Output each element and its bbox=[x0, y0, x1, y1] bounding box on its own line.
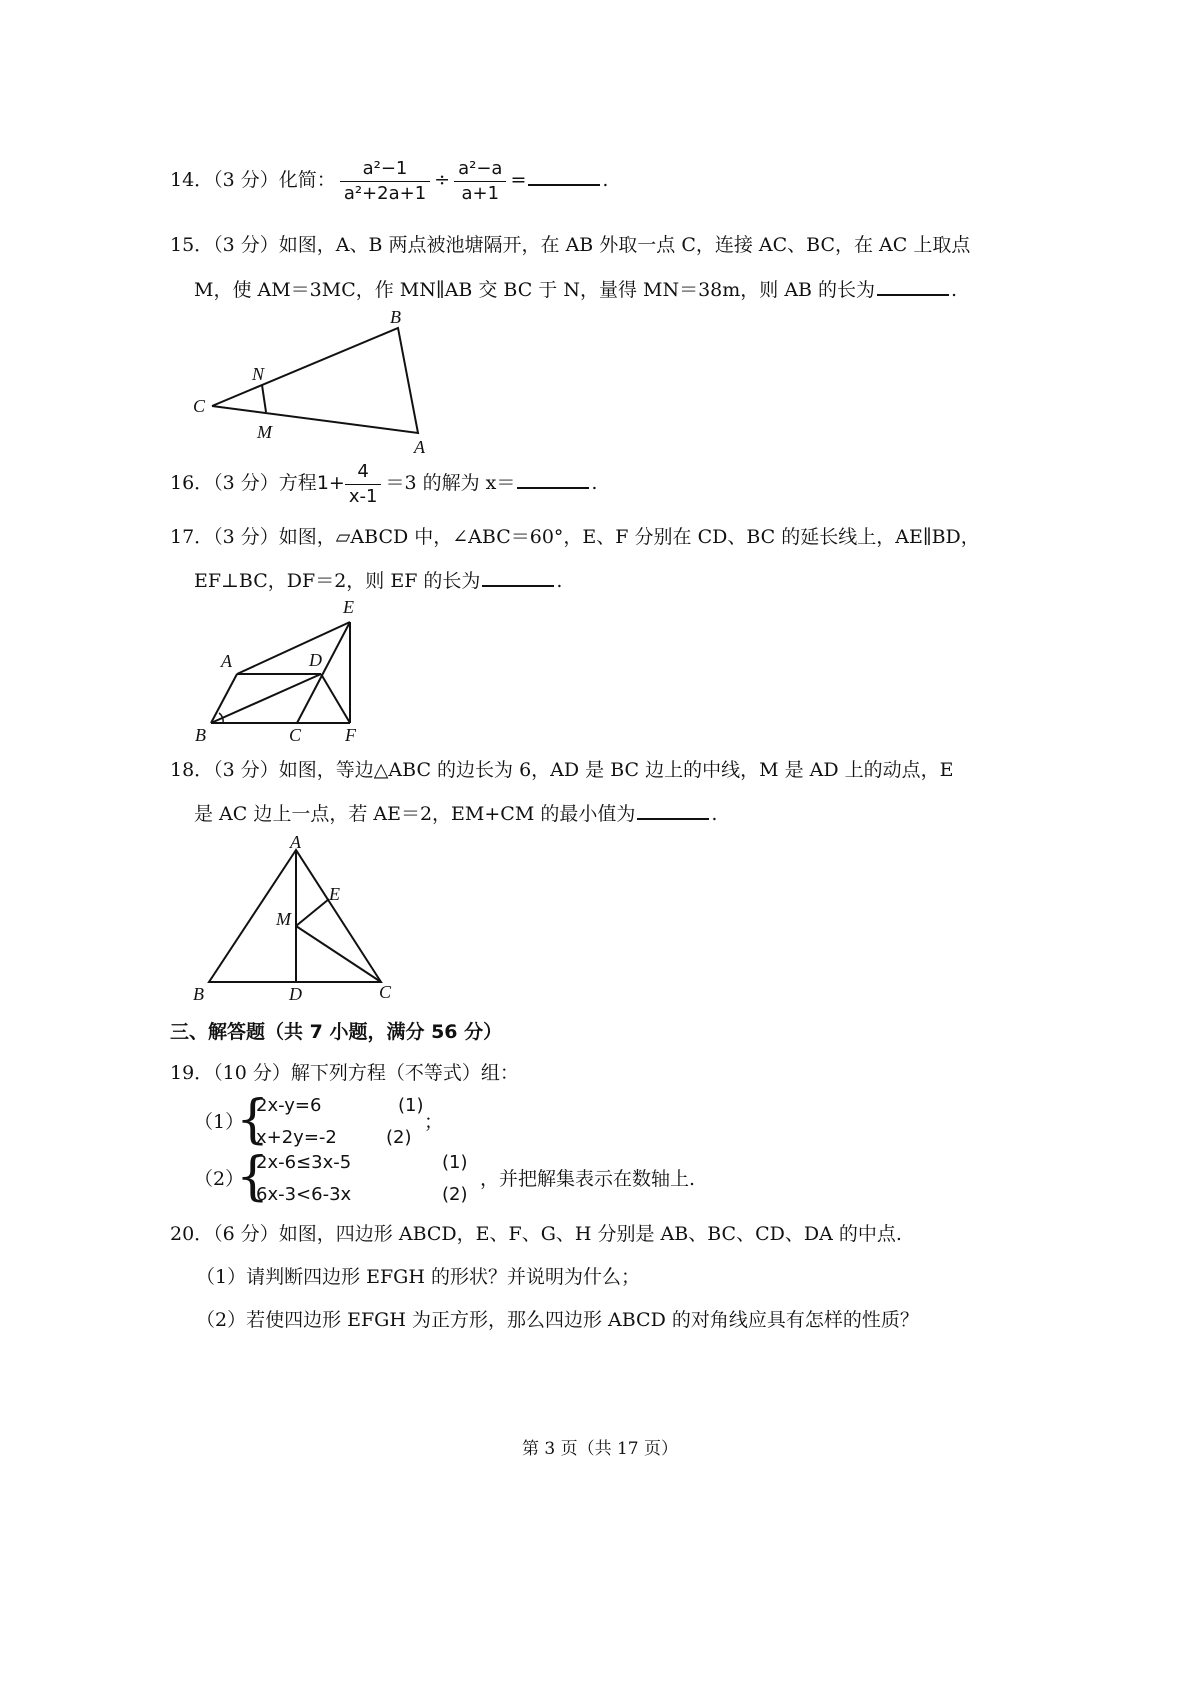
q14-equals: = bbox=[510, 169, 527, 191]
q17-label-B: B bbox=[195, 725, 206, 745]
q18-label-B: B bbox=[193, 984, 204, 1004]
q14-frac2-denominator: a+1 bbox=[454, 181, 506, 206]
q18-line-1: 18．（3 分）如图，等边△ABC 的边长为 6，AD 是 BC 边上的中线，M 是 AD 上的动点，E bbox=[170, 759, 954, 781]
q16-fraction bbox=[345, 460, 382, 509]
q17-label-F: F bbox=[345, 725, 356, 745]
q14-frac1-numerator: a²−1 bbox=[362, 157, 408, 179]
q17-label-C: C bbox=[289, 725, 302, 745]
q15-segment-MN bbox=[262, 385, 266, 412]
q19-part1-label: （1） bbox=[194, 1111, 245, 1133]
q15-label-A: A bbox=[414, 437, 425, 455]
q17-segment-AB bbox=[211, 674, 237, 723]
q17-label-A: A bbox=[221, 651, 232, 671]
q14-prefix: 14．（3 分）化简： bbox=[170, 169, 336, 191]
q16-numerator: 4 bbox=[357, 460, 369, 482]
q18-segment-ME bbox=[296, 899, 329, 926]
q17-segment-AE bbox=[237, 622, 350, 674]
q17-line-2 bbox=[194, 567, 562, 594]
q18-segment-MC bbox=[296, 926, 381, 982]
q14-fraction-2 bbox=[454, 157, 506, 206]
q17-label-E: E bbox=[343, 597, 354, 617]
q15-line-2 bbox=[194, 276, 957, 303]
q15-line-1: 15．（3 分）如图，A、B 两点被池塘隔开，在 AB 外取一点 C，连接 AC、BC，在 AC 上取点 bbox=[170, 234, 971, 256]
page-footer: 第 3 页（共 17 页） bbox=[521, 1439, 679, 1459]
q18-label-C: C bbox=[379, 982, 392, 1002]
section-3-heading: 三、解答题（共 7 小题，满分 56 分） bbox=[170, 1021, 503, 1043]
q19-part2-ineq1-tag: (1) bbox=[442, 1152, 468, 1173]
q16-answer-blank bbox=[517, 469, 589, 489]
q15-triangle bbox=[212, 328, 418, 433]
q20-sub-1: （1）请判断四边形 EFGH 的形状？并说明为什么； bbox=[196, 1266, 640, 1288]
q19-part2-ineq2: 6x-3<6-3x bbox=[256, 1184, 352, 1205]
q16-end: . bbox=[591, 472, 598, 494]
q20-line-1: 20．（6 分）如图，四边形 ABCD，E、F、G、H 分别是 AB、BC、CD、DA 的中点. bbox=[170, 1223, 902, 1245]
q16-prefix: 16．（3 分）方程 bbox=[170, 472, 317, 494]
q19-line-1: 19．（10 分）解下列方程（不等式）组： bbox=[170, 1062, 519, 1084]
q14-frac1-denominator: a²+2a+1 bbox=[340, 181, 430, 206]
q19-part1-eq1: 2x-y=6 bbox=[256, 1095, 322, 1116]
q15-figure bbox=[185, 305, 445, 455]
q14-end: . bbox=[602, 169, 609, 191]
q16-denominator: x-1 bbox=[345, 484, 382, 509]
q16-suffix: ＝3 的解为 x＝ bbox=[385, 472, 516, 494]
q19-part2-label: （2） bbox=[194, 1168, 245, 1190]
q17-line-1: 17．（3 分）如图，▱ABCD 中，∠ABC＝60°，E、F 分别在 CD、BC 的延长线上，AE∥BD， bbox=[170, 526, 980, 548]
q18-label-E: E bbox=[329, 884, 340, 904]
q18-label-D: D bbox=[289, 984, 302, 1004]
q14-frac2-numerator: a²−a bbox=[458, 157, 503, 179]
q14-divide-sign: ÷ bbox=[434, 169, 451, 191]
q15-answer-blank bbox=[877, 276, 949, 296]
q19-part2-ineq1: 2x-6≤3x-5 bbox=[256, 1152, 352, 1173]
q19-part2-ineq2-tag: (2) bbox=[442, 1184, 468, 1205]
q17-segment-DF bbox=[321, 674, 350, 723]
q18-line-2 bbox=[194, 800, 717, 827]
q15-label-C: C bbox=[193, 396, 206, 416]
q19-part1-eq2-tag: (2) bbox=[386, 1127, 412, 1148]
q16 bbox=[170, 455, 597, 511]
q20-sub-2: （2）若使四边形 EFGH 为正方形，那么四边形 ABCD 的对角线应具有怎样的性质？ bbox=[196, 1309, 919, 1331]
q17-label-D: D bbox=[309, 650, 322, 670]
q19-part1-end: ； bbox=[424, 1111, 444, 1133]
q15-label-M: M bbox=[257, 422, 272, 442]
q19-part2-brace: { bbox=[236, 1147, 270, 1207]
q15-label-B: B bbox=[390, 307, 401, 327]
q18-line-2-text: 是 AC 边上一点，若 AE＝2，EM+CM 的最小值为 bbox=[194, 803, 636, 825]
q14 bbox=[170, 150, 608, 210]
q17-line-2-text: EF⊥BC，DF＝2，则 EF 的长为 bbox=[194, 570, 481, 592]
q18-figure bbox=[185, 830, 415, 1005]
q18-answer-blank bbox=[637, 800, 709, 820]
q17-answer-blank bbox=[482, 567, 554, 587]
q17-end: . bbox=[556, 570, 563, 592]
q16-one-plus: 1+ bbox=[316, 472, 345, 494]
q17-figure bbox=[185, 595, 375, 745]
q19-part2-end: ，并把解集表示在数轴上. bbox=[480, 1168, 696, 1190]
q14-answer-blank bbox=[528, 166, 600, 186]
q17-segment-BD bbox=[211, 674, 321, 723]
q18-label-M: M bbox=[276, 909, 291, 929]
q15-line-2-text: M，使 AM＝3MC，作 MN∥AB 交 BC 于 N，量得 MN＝38m，则 AB 的长为 bbox=[194, 279, 876, 301]
q18-end: . bbox=[711, 803, 718, 825]
q15-label-N: N bbox=[252, 364, 265, 384]
q19-part1-eq1-tag: (1) bbox=[398, 1095, 424, 1116]
q18-label-A: A bbox=[290, 832, 301, 852]
q19-part1-eq2: x+2y=-2 bbox=[256, 1127, 337, 1148]
q19-part1-brace: { bbox=[236, 1090, 270, 1150]
q14-fraction-1 bbox=[340, 157, 430, 206]
q15-end: . bbox=[951, 279, 958, 301]
